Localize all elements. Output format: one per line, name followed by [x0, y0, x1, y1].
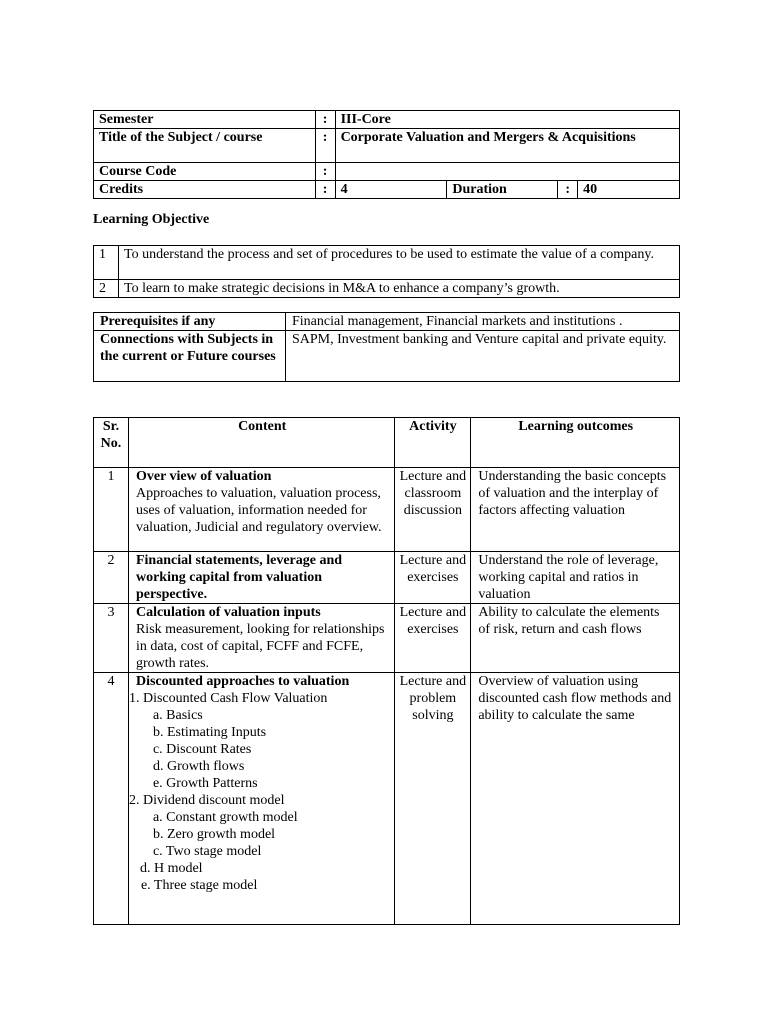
connections-label: Connections with Subjects in the current or Future courses: [94, 331, 286, 382]
course-info-table: [93, 110, 680, 199]
title-label: Title of the Subject / course: [94, 129, 316, 163]
objective-row: [94, 280, 680, 298]
list-item: e. Three stage model: [140, 878, 258, 893]
title-value: Corporate Valuation and Mergers & Acquisitions: [335, 129, 679, 163]
list-item: a. Constant growth model: [152, 810, 298, 825]
duration-label: Duration: [447, 181, 558, 199]
header-learning-outcomes: Learning outcomes: [471, 418, 680, 468]
objective-number: 2: [94, 280, 119, 298]
row-body: Risk measurement, looking for relationships in data, cost of capital, FCFF and FCFE, growth rates.: [135, 622, 385, 671]
credits-value: 4: [335, 181, 447, 199]
header-activity: Activity: [395, 418, 471, 468]
header-row: [94, 418, 680, 468]
row-outcome: Understanding the basic concepts of valuation and the interplay of factors affecting valuation: [471, 468, 680, 552]
row-title: Over view of valuation: [135, 469, 272, 484]
table-row: [94, 468, 680, 552]
list-item: e. Growth Patterns: [152, 776, 258, 791]
separator: :: [315, 163, 335, 181]
list-item: d. H model: [139, 861, 203, 876]
objective-number: 1: [94, 246, 119, 280]
duration-value: 40: [578, 181, 680, 199]
row-activity: Lecture and exercises: [395, 604, 471, 673]
list-item: c. Two stage model: [152, 844, 262, 859]
prerequisites-table: [93, 312, 680, 382]
list-item: c. Discount Rates: [152, 742, 252, 757]
header-sr-no: Sr. No.: [94, 418, 129, 468]
row-title: Financial statements, leverage and working capital from valuation perspective.: [135, 553, 343, 602]
row-sr-no: 4: [94, 673, 129, 925]
learning-objective-table: [93, 245, 680, 298]
table-row: [94, 673, 680, 925]
prerequisites-label: Prerequisites if any: [94, 313, 286, 331]
row-outcome: Overview of valuation using discounted cash flow methods and ability to calculate the same: [471, 673, 680, 925]
list-item: 1. Discounted Cash Flow Valuation: [128, 691, 328, 706]
row-sr-no: 3: [94, 604, 129, 673]
connections-value: SAPM, Investment banking and Venture capital and private equity.: [286, 331, 680, 382]
header-content: Content: [128, 418, 394, 468]
subitem-list: [128, 690, 388, 894]
list-item: a. Basics: [152, 708, 203, 723]
list-item: b. Estimating Inputs: [152, 725, 267, 740]
separator: :: [315, 181, 335, 199]
table-row: [94, 604, 680, 673]
row-outcome: Ability to calculate the elements of risk, return and cash flows: [471, 604, 680, 673]
row-sr-no: 1: [94, 468, 129, 552]
objective-row: [94, 246, 680, 280]
separator: :: [315, 111, 335, 129]
credits-label: Credits: [94, 181, 316, 199]
row-activity: Lecture and exercises: [395, 552, 471, 604]
row-title: Discounted approaches to valuation: [135, 674, 350, 689]
list-item: d. Growth flows: [152, 759, 245, 774]
semester-label: Semester: [94, 111, 316, 129]
separator: :: [558, 181, 578, 199]
list-item: 2. Dividend discount model: [128, 793, 285, 808]
objective-text: To learn to make strategic decisions in M&A to enhance a company’s growth.: [119, 280, 680, 298]
course-code-label: Course Code: [94, 163, 316, 181]
row-outcome: Understand the role of leverage, working capital and ratios in valuation: [471, 552, 680, 604]
row-title: Calculation of valuation inputs: [135, 605, 321, 620]
course-code-value: [335, 163, 679, 181]
table-row: [94, 552, 680, 604]
row-activity: Lecture and problem solving: [395, 673, 471, 925]
content-table: [93, 417, 680, 925]
learning-objective-heading: Learning Objective: [93, 212, 210, 227]
semester-value: III-Core: [335, 111, 679, 129]
prerequisites-value: Financial management, Financial markets and institutions .: [286, 313, 680, 331]
separator: :: [315, 129, 335, 163]
objective-text: To understand the process and set of procedures to be used to estimate the value of a company.: [119, 246, 680, 280]
row-sr-no: 2: [94, 552, 129, 604]
row-activity: Lecture and classroom discussion: [395, 468, 471, 552]
row-body: Approaches to valuation, valuation process, uses of valuation, information needed for valuation, Judicial and regulatory overview.: [135, 486, 382, 535]
list-item: b. Zero growth model: [152, 827, 276, 842]
